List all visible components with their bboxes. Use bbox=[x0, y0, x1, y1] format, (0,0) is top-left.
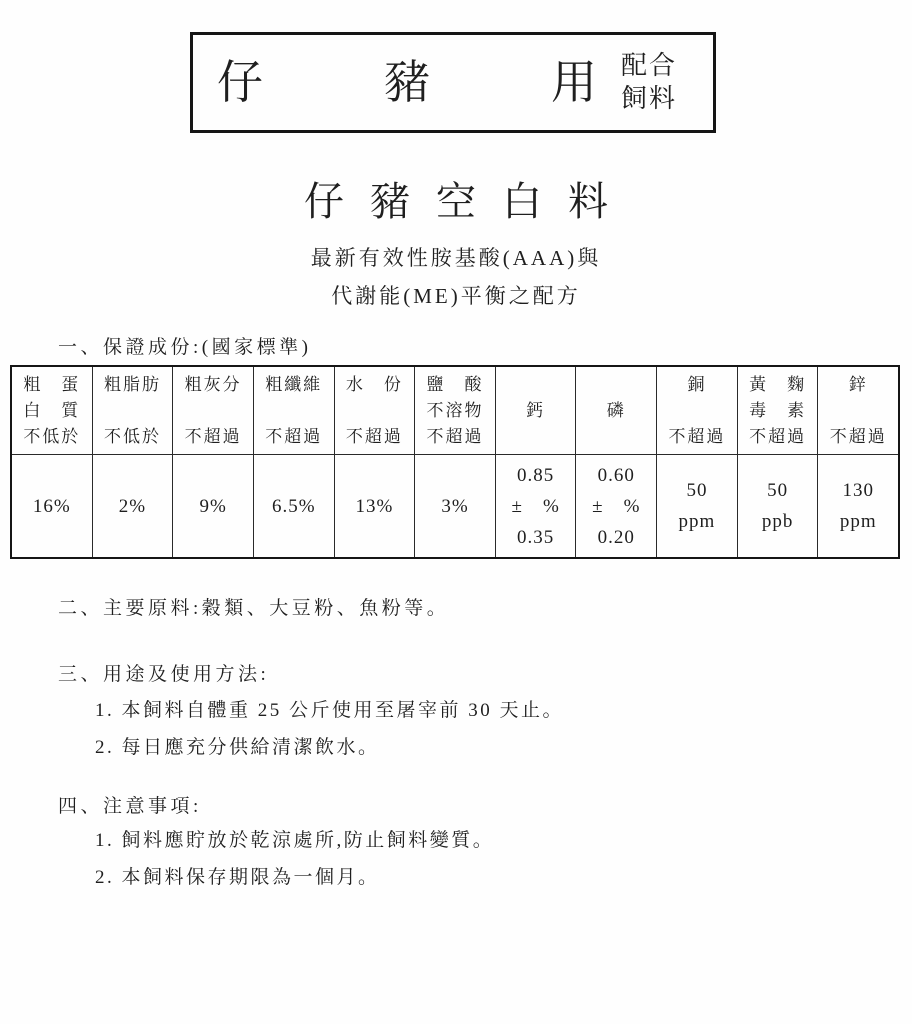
section-2-heading: 二、主要原料:穀類、大豆粉、魚粉等。 bbox=[58, 598, 450, 619]
header-line: 不超過 bbox=[345, 427, 403, 446]
value-cell bbox=[254, 455, 334, 557]
header-line bbox=[257, 400, 331, 422]
value-line: 9% bbox=[199, 495, 227, 517]
header-line bbox=[821, 400, 895, 422]
header-line: 白 質 bbox=[23, 401, 81, 420]
product-type-char: 用 bbox=[551, 56, 597, 108]
header-cell bbox=[738, 367, 818, 455]
section-4-item-1: 1. 飼料應貯放於乾涼處所,防止飼料變質。 bbox=[95, 830, 495, 851]
header-cell bbox=[657, 367, 737, 455]
header-line bbox=[176, 400, 250, 422]
value-line: ppb bbox=[761, 511, 794, 532]
header-line: 不低於 bbox=[103, 427, 161, 446]
section-3-item-1: 1. 本飼料自體重 25 公斤使用至屠宰前 30 天止。 bbox=[95, 700, 565, 721]
header-line bbox=[96, 400, 170, 422]
header-line: 銅 bbox=[687, 375, 707, 394]
value-cell bbox=[335, 455, 415, 557]
header-line: 鹽 酸 bbox=[426, 375, 484, 394]
value-cell bbox=[576, 455, 656, 557]
value-line: 16% bbox=[32, 495, 71, 517]
value-cell bbox=[173, 455, 253, 557]
value-line: 0.60 bbox=[597, 464, 635, 486]
feed-type-line: 飼料 bbox=[621, 83, 678, 113]
header-line: 鋅 bbox=[848, 375, 868, 394]
header-line: 不超過 bbox=[426, 427, 484, 446]
header-line: 磷 bbox=[606, 401, 626, 420]
header-line: 水 份 bbox=[345, 375, 403, 394]
header-cell bbox=[415, 367, 495, 455]
header-cell bbox=[818, 367, 898, 455]
header-line bbox=[499, 426, 573, 448]
product-type-char: 豬 bbox=[384, 56, 430, 108]
header-line: 不超過 bbox=[265, 427, 323, 446]
value-line: 6.5% bbox=[271, 495, 316, 517]
column-crude-fiber bbox=[253, 367, 334, 557]
header-line: 不超過 bbox=[668, 427, 726, 446]
section-4-item-2: 2. 本飼料保存期限為一個月。 bbox=[95, 867, 380, 888]
column-crude-ash bbox=[172, 367, 253, 557]
header-line bbox=[338, 400, 412, 422]
value-line: ppm bbox=[678, 511, 716, 532]
header-line: 不超過 bbox=[184, 427, 242, 446]
product-type-char: 仔 bbox=[217, 56, 263, 108]
value-line: ± % bbox=[592, 495, 641, 517]
subtitle-line-1: 最新有效性胺基酸(AAA)與 bbox=[310, 246, 602, 270]
value-cell bbox=[496, 455, 576, 557]
value-line: 0.35 bbox=[517, 526, 555, 548]
section-3-item-2: 2. 每日應充分供給清潔飲水。 bbox=[95, 737, 380, 758]
column-aflatoxin bbox=[737, 367, 818, 557]
section-1-heading: 一、保證成份:(國家標準) bbox=[58, 337, 312, 358]
product-type-box bbox=[190, 32, 716, 133]
column-moisture bbox=[334, 367, 415, 557]
value-line: ppm bbox=[839, 511, 877, 532]
column-calcium bbox=[495, 367, 576, 557]
header-cell bbox=[93, 367, 173, 455]
header-line: 黃 麴 bbox=[749, 375, 807, 394]
value-line: 130 bbox=[842, 480, 874, 501]
value-line: 13% bbox=[355, 495, 394, 517]
product-type-chars bbox=[193, 56, 621, 108]
header-line: 不超過 bbox=[829, 427, 887, 446]
header-cell bbox=[254, 367, 334, 455]
value-cell bbox=[657, 455, 737, 557]
feed-type-label bbox=[621, 50, 713, 115]
column-phosphorus bbox=[575, 367, 656, 557]
column-zinc bbox=[817, 367, 898, 557]
header-cell bbox=[576, 367, 656, 455]
value-line: 0.85 bbox=[517, 464, 555, 486]
value-cell bbox=[818, 455, 898, 557]
value-line: 0.20 bbox=[597, 526, 635, 548]
value-cell bbox=[738, 455, 818, 557]
column-hcl-insoluble bbox=[414, 367, 495, 557]
header-line: 粗脂肪 bbox=[103, 375, 161, 394]
value-cell bbox=[415, 455, 495, 557]
subtitle-line-2: 代謝能(ME)平衡之配方 bbox=[331, 284, 581, 308]
value-line: 3% bbox=[441, 495, 469, 517]
header-cell bbox=[12, 367, 92, 455]
header-cell bbox=[335, 367, 415, 455]
header-line bbox=[579, 426, 653, 448]
value-line: 50 bbox=[686, 480, 708, 501]
header-line: 不溶物 bbox=[426, 401, 484, 420]
header-line: 鈣 bbox=[526, 401, 546, 420]
header-line bbox=[499, 374, 573, 396]
header-line: 不超過 bbox=[749, 427, 807, 446]
value-cell bbox=[12, 455, 92, 557]
guaranteed-analysis-table bbox=[10, 365, 900, 559]
value-line: ± % bbox=[511, 495, 560, 517]
header-cell bbox=[496, 367, 576, 455]
header-line: 粗 蛋 bbox=[23, 375, 81, 394]
column-copper bbox=[656, 367, 737, 557]
product-title: 仔豬空白料 bbox=[304, 179, 634, 224]
header-line bbox=[579, 374, 653, 396]
column-crude-protein bbox=[12, 367, 92, 557]
section-3-heading: 三、用途及使用方法: bbox=[58, 664, 270, 685]
value-cell bbox=[93, 455, 173, 557]
value-line: 2% bbox=[118, 495, 147, 517]
header-line bbox=[660, 400, 734, 422]
header-line: 粗纖維 bbox=[265, 375, 323, 394]
feed-type-line: 配合 bbox=[621, 51, 678, 80]
header-cell bbox=[173, 367, 253, 455]
column-crude-fat bbox=[92, 367, 173, 557]
section-4-heading: 四、注意事項: bbox=[58, 796, 202, 817]
value-line: 50 bbox=[767, 480, 789, 501]
header-line: 粗灰分 bbox=[184, 375, 242, 394]
header-line: 不低於 bbox=[23, 427, 81, 446]
header-line: 毒 素 bbox=[749, 401, 807, 420]
